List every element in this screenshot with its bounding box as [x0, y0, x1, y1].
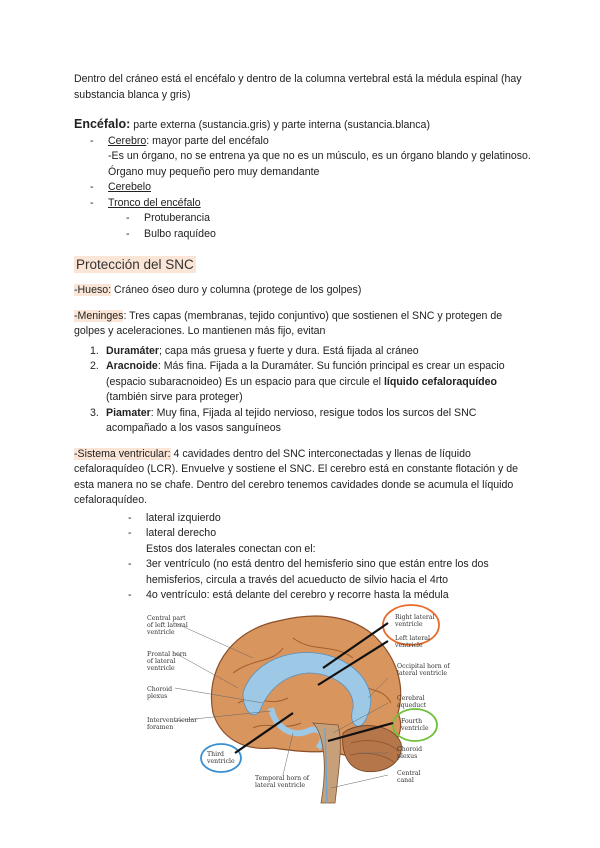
label-central-canal: Central canal [397, 770, 421, 784]
list-item [90, 134, 534, 181]
encefalo-list [90, 134, 534, 212]
layer-item [74, 406, 534, 437]
cerebro-detail: -Es un órgano, no se entrena ya que no es un músculo, es un órgano blando y gelatinoso. Órgano muy pequeño pero muy demandante [108, 150, 531, 178]
label-occipital-horn: Occipital horn of lateral ventricle [397, 663, 450, 677]
list-item [90, 180, 534, 196]
sistema-paragraph [74, 447, 534, 509]
layer-number: 1. [90, 344, 99, 357]
list-item: - lateral derecho [128, 526, 534, 542]
label-choroid-plexus-right: Choroid plexus [397, 746, 423, 760]
meninges-layers [74, 344, 534, 437]
label-central-part: Central part of left lateral ventricle [147, 615, 188, 636]
layer-bold: líquido cefaloraquídeo [383, 375, 497, 388]
hueso-text: Cráneo óseo duro y columna (protege de los golpes) [111, 284, 362, 296]
label-frontal-horn: Frontal horn of lateral ventricle [147, 651, 187, 672]
layer-text: : Muy fina, Fijada al tejido nervioso, resigue todos los surcos del SNC acompañado a los vasos sanguíneos [106, 406, 477, 434]
layer-item [74, 344, 534, 360]
label-temporal-horn: Temporal horn of lateral ventricle [255, 775, 310, 789]
tronco-label: Tronco del encéfalo [108, 196, 201, 209]
cerebro-label: Cerebro [108, 134, 147, 147]
layer-name: Aracnoide [106, 360, 158, 372]
sistema-label: -Sistema ventricular: [74, 447, 171, 460]
layer-name: Duramáter [106, 344, 159, 357]
encefalo-heading [74, 117, 534, 134]
layer-text: ; capa más gruesa y fuerte y dura. Está fijada al cráneo [159, 344, 419, 357]
layer-text: : Más fina. Fijada a la Duramáter. Su función principal es crear un espacio (espacio subaracnoideo) Es un espacio para que circule el [106, 360, 505, 388]
list-item: - Bulbo raquídeo [126, 227, 534, 243]
meninges-text: : Tres capas (membranas, tejido conjuntivo) que sostienen el SNC y protegen de golpes y aceleraciones. Lo mantienen más fijo, evitan [74, 309, 503, 337]
layer-name: Piamater [106, 406, 151, 419]
layer-number: 3. [90, 406, 99, 419]
hueso-label: -Hueso: [74, 284, 112, 296]
intro-paragraph: Dentro del cráneo está el encéfalo y dentro de la columna vertebral está la médula espinal (hay substancia blanca y gris) [74, 73, 522, 101]
list-item: - Protuberancia [126, 211, 534, 227]
list-item: - 4o ventrículo: está delante del cerebro y recorre hasta la médula [128, 588, 534, 604]
ventricle-list [128, 511, 534, 604]
layer-number: 2. [90, 360, 99, 372]
cerebro-desc: : mayor parte del encéfalo [146, 134, 269, 147]
label-left-lateral-ventricle: Left lateral ventricle [395, 635, 430, 649]
encefalo-desc: parte externa (sustancia.gris) y parte interna (sustancia.blanca) [130, 119, 430, 131]
tronco-sublist [126, 211, 534, 242]
list-item: - lateral izquierdo [128, 511, 534, 527]
cerebellum-shape [343, 726, 402, 772]
meninges-label: -Meninges [74, 309, 124, 322]
list-item [90, 196, 534, 212]
encefalo-title: Encéfalo: [74, 117, 131, 131]
hueso-paragraph [74, 283, 534, 299]
list-item: Estos dos laterales conectan con el: [146, 542, 316, 555]
label-interventricular-foramen: Interventricular foramen [147, 717, 198, 731]
cerebelo-label: Cerebelo [108, 181, 151, 193]
label-third-ventricle: Third ventricle [207, 751, 235, 765]
section-title: Protección del SNC [76, 257, 194, 272]
label-choroid-plexus-left: Choroid plexus [147, 686, 173, 700]
label-cerebral-aqueduct: Cerebral aqueduct [397, 695, 427, 709]
meninges-paragraph [74, 309, 534, 340]
label-fourth-ventricle: Fourth ventricle [401, 718, 429, 732]
layer-item [74, 359, 534, 406]
label-right-lateral-ventricle: Right lateral ventricle [395, 614, 435, 628]
sistema-text: 4 cavidades dentro del SNC interconectadas y llenas de líquido cefaloraquídeo (LCR). Envuelve y sostiene el SNC. El cerebro está en constante flotación y de esta manera no se chafe. Dentro del cerebro tenemos cavidades donde se acumula el líquido cefaloraquídeo. [74, 447, 519, 506]
document-page [74, 72, 534, 604]
list-item: - 3er ventrículo (no está dentro del hemisferio sino que están entre los dos hemisferios, circula a través del acueducto de silvio hacia el 4rto [128, 557, 534, 588]
layer-tail: (también sirve para proteger) [106, 391, 243, 403]
brain-ventricles-figure [143, 603, 468, 808]
